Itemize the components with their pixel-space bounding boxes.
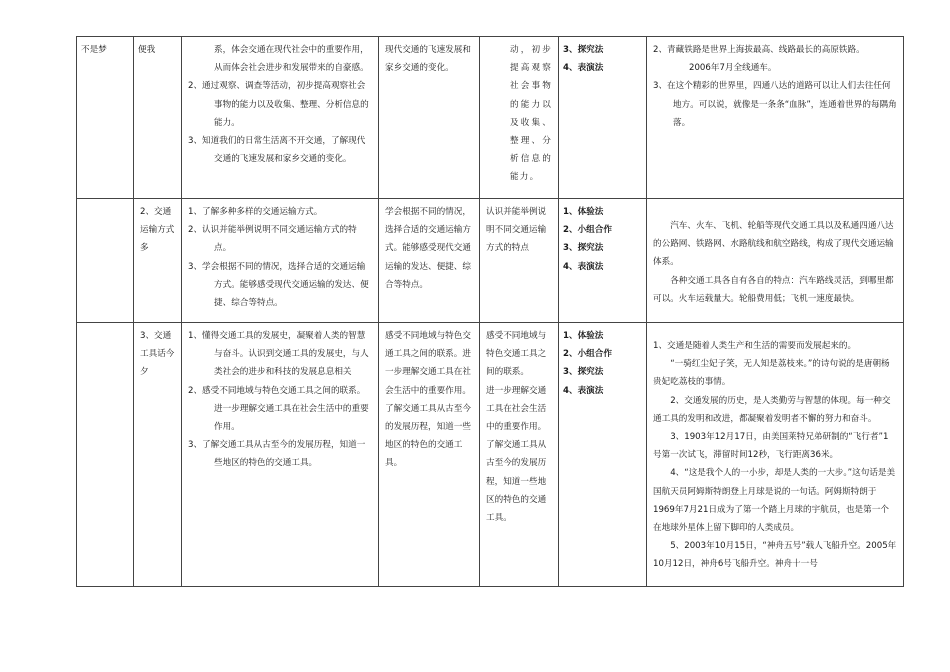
goal-item: 3、学会根据不同的情况，选择合适的交通运输方式。能够感受现代交通运输的发达、便捷、综合等特点。 [188,261,369,309]
goal-item: 3、了解交通工具从古至今的发展历程，知道一些地区的特色的交通工具。 [188,440,366,469]
keypoints-cell [379,199,480,323]
resources-cell [647,323,904,587]
resource-item: 1、交通是随着人类生产和生活的需要而发展起来的。 [653,341,857,351]
resource-item: 汽车、火车、飞机、轮船等现代交通工具以及私通四通八达的公路网、铁路网、水路航线和航空路线，构成了现代交通运输体系。 [653,221,894,268]
difficulty-cell [480,199,559,323]
unit-cell [77,199,134,323]
table-row [77,323,904,587]
method-item: 4、表演法 [563,63,604,74]
difficulty-text: 进一步理解交通工具在社会生活中的重要作用。 [486,385,547,433]
method-item: 4、表演法 [563,261,604,272]
keypoints-text: 现代交通的飞速发展和家乡交通的变化。 [385,45,471,74]
goal-item: 1、懂得交通工具的发展史，凝聚着人类的智慧与奋斗。认识到交通工具的发展史，与人类社会的进步和科技的发展息息相关 [188,331,369,378]
methods-cell [559,199,647,323]
unit-title [77,323,133,327]
lesson-title: 便我 [138,45,156,55]
method-item: 3、探究法 [563,367,604,378]
methods-cell [559,37,647,199]
method-item: 3、探究法 [563,45,604,55]
resource-item: 4、“这是我个人的一小步，却是人类的一大步。”这句话是美国航天员阿姆斯特朗登上月球是说的一句话。阿姆斯特朗于1969年7月21日成为了第一个踏上月球的宇航员，也是第一个在地球外星体上留下脚印的人类成员。 [653,468,896,534]
resource-item: “一骑红尘妃子笑，无人知是荔枝来。”的诗句说的是唐朝杨贵妃吃荔枝的事情。 [653,359,890,388]
keypoints-text: 感受不同地域与特色交通工具之间的联系。进一步理解交通工具在社会生活中的重要作用。了解交通工具从古至今的发展历程，知道一些地区的特色的交通工具。 [385,331,471,469]
unit-title: 不是梦 [81,45,107,55]
goal-item: 2、通过观察、调查等活动，初步提高观察社会事物的能力以及收集、整理、分析信息的能力。 [188,81,369,128]
goals-cell [182,323,379,587]
method-item: 2、小组合作 [563,225,612,236]
goal-item: 3、知道我们的日常生活离不开交通，了解现代交通的飞速发展和家乡交通的变化。 [188,136,366,165]
resource-item: 各种交通工具各自有各自的特点：汽车路线灵活，到哪里都可以。火车运载量大。轮船费用低；飞机一速度最快。 [653,275,894,304]
method-item: 3、探究法 [563,243,604,254]
keypoints-cell [379,323,480,587]
goal-item: 2、认识并能举例说明不同交通运输方式的特点。 [188,225,357,254]
goal-item: 1、了解多种多样的交通运输方式。 [188,207,323,217]
lesson-cell [134,37,182,199]
resource-item: 2006年7月全线通车。 [689,63,777,74]
resource-item: 5、2003年10月15日，“神舟五号”载人飞船升空。2005年10月12日，神舟6号飞船升空。神舟十一号 [653,541,897,570]
unit-cell [77,323,134,587]
resources-cell [647,199,904,323]
lesson-title: 3、交通工具话今夕 [140,331,175,378]
resource-item: 3、1903年12月17日，由美国莱特兄弟研制的“飞行者”1号第一次试飞，滞留时间12秒，飞行距离36米。 [653,432,889,461]
lesson-cell [134,323,182,587]
method-item: 2、小组合作 [563,349,612,360]
difficulty-cell [480,323,559,587]
resources-cell [647,37,904,199]
goals-cell [182,199,379,323]
difficulty-text: 认识并能举例说明不同交通运输方式的特点 [486,207,547,254]
goal-item: 2、感受不同地域与特色交通工具之间的联系。进一步理解交通工具在社会生活中的重要作用。 [188,385,369,433]
resource-item: 2、交通发展的历史，是人类勤劳与智慧的体现。每一种交通工具的发明和改进，都凝聚着发明者不懈的努力和奋斗。 [653,395,891,424]
table-row [77,199,904,323]
method-item: 1、体验法 [563,207,604,217]
difficulty-cell [480,37,559,199]
unit-title [77,199,133,203]
difficulty-text: 动，初步提高观察社会事物的能力以及收集、整理、分析信息的能力。 [510,45,552,183]
resource-item: 2、青藏铁路是世界上海拔最高、线路最长的高原铁路。 [653,45,865,55]
lesson-title: 2、交通运输方式多 [140,207,175,254]
methods-cell [559,323,647,587]
lesson-plan-table [76,36,904,587]
keypoints-cell [379,37,480,199]
method-item: 1、体验法 [563,331,604,341]
method-item: 4、表演法 [563,385,604,396]
difficulty-text: 感受不同地域与特色交通工具之间的联系。 [486,331,547,378]
table-row [77,37,904,199]
goals-cell [182,37,379,199]
keypoints-text: 学会根据不同的情况，选择合适的交通运输方式。能够感受现代交通运输的发达、便捷、综合等特点。 [385,207,471,290]
unit-cell [77,37,134,199]
goal-item: 系，体会交通在现代社会中的重要作用，从而体会社会进步和发展带来的自豪感。 [214,45,369,74]
resource-item: 3、在这个精彩的世界里，四通八达的道路可以让人们去往任何地方。可以说，就像是一条条“血脉”，连通着世界的每隅角落。 [653,81,897,128]
lesson-cell [134,199,182,323]
difficulty-text: 了解交通工具从古至今的发展历程，知道一些地区的特色的交通工具。 [486,440,547,524]
